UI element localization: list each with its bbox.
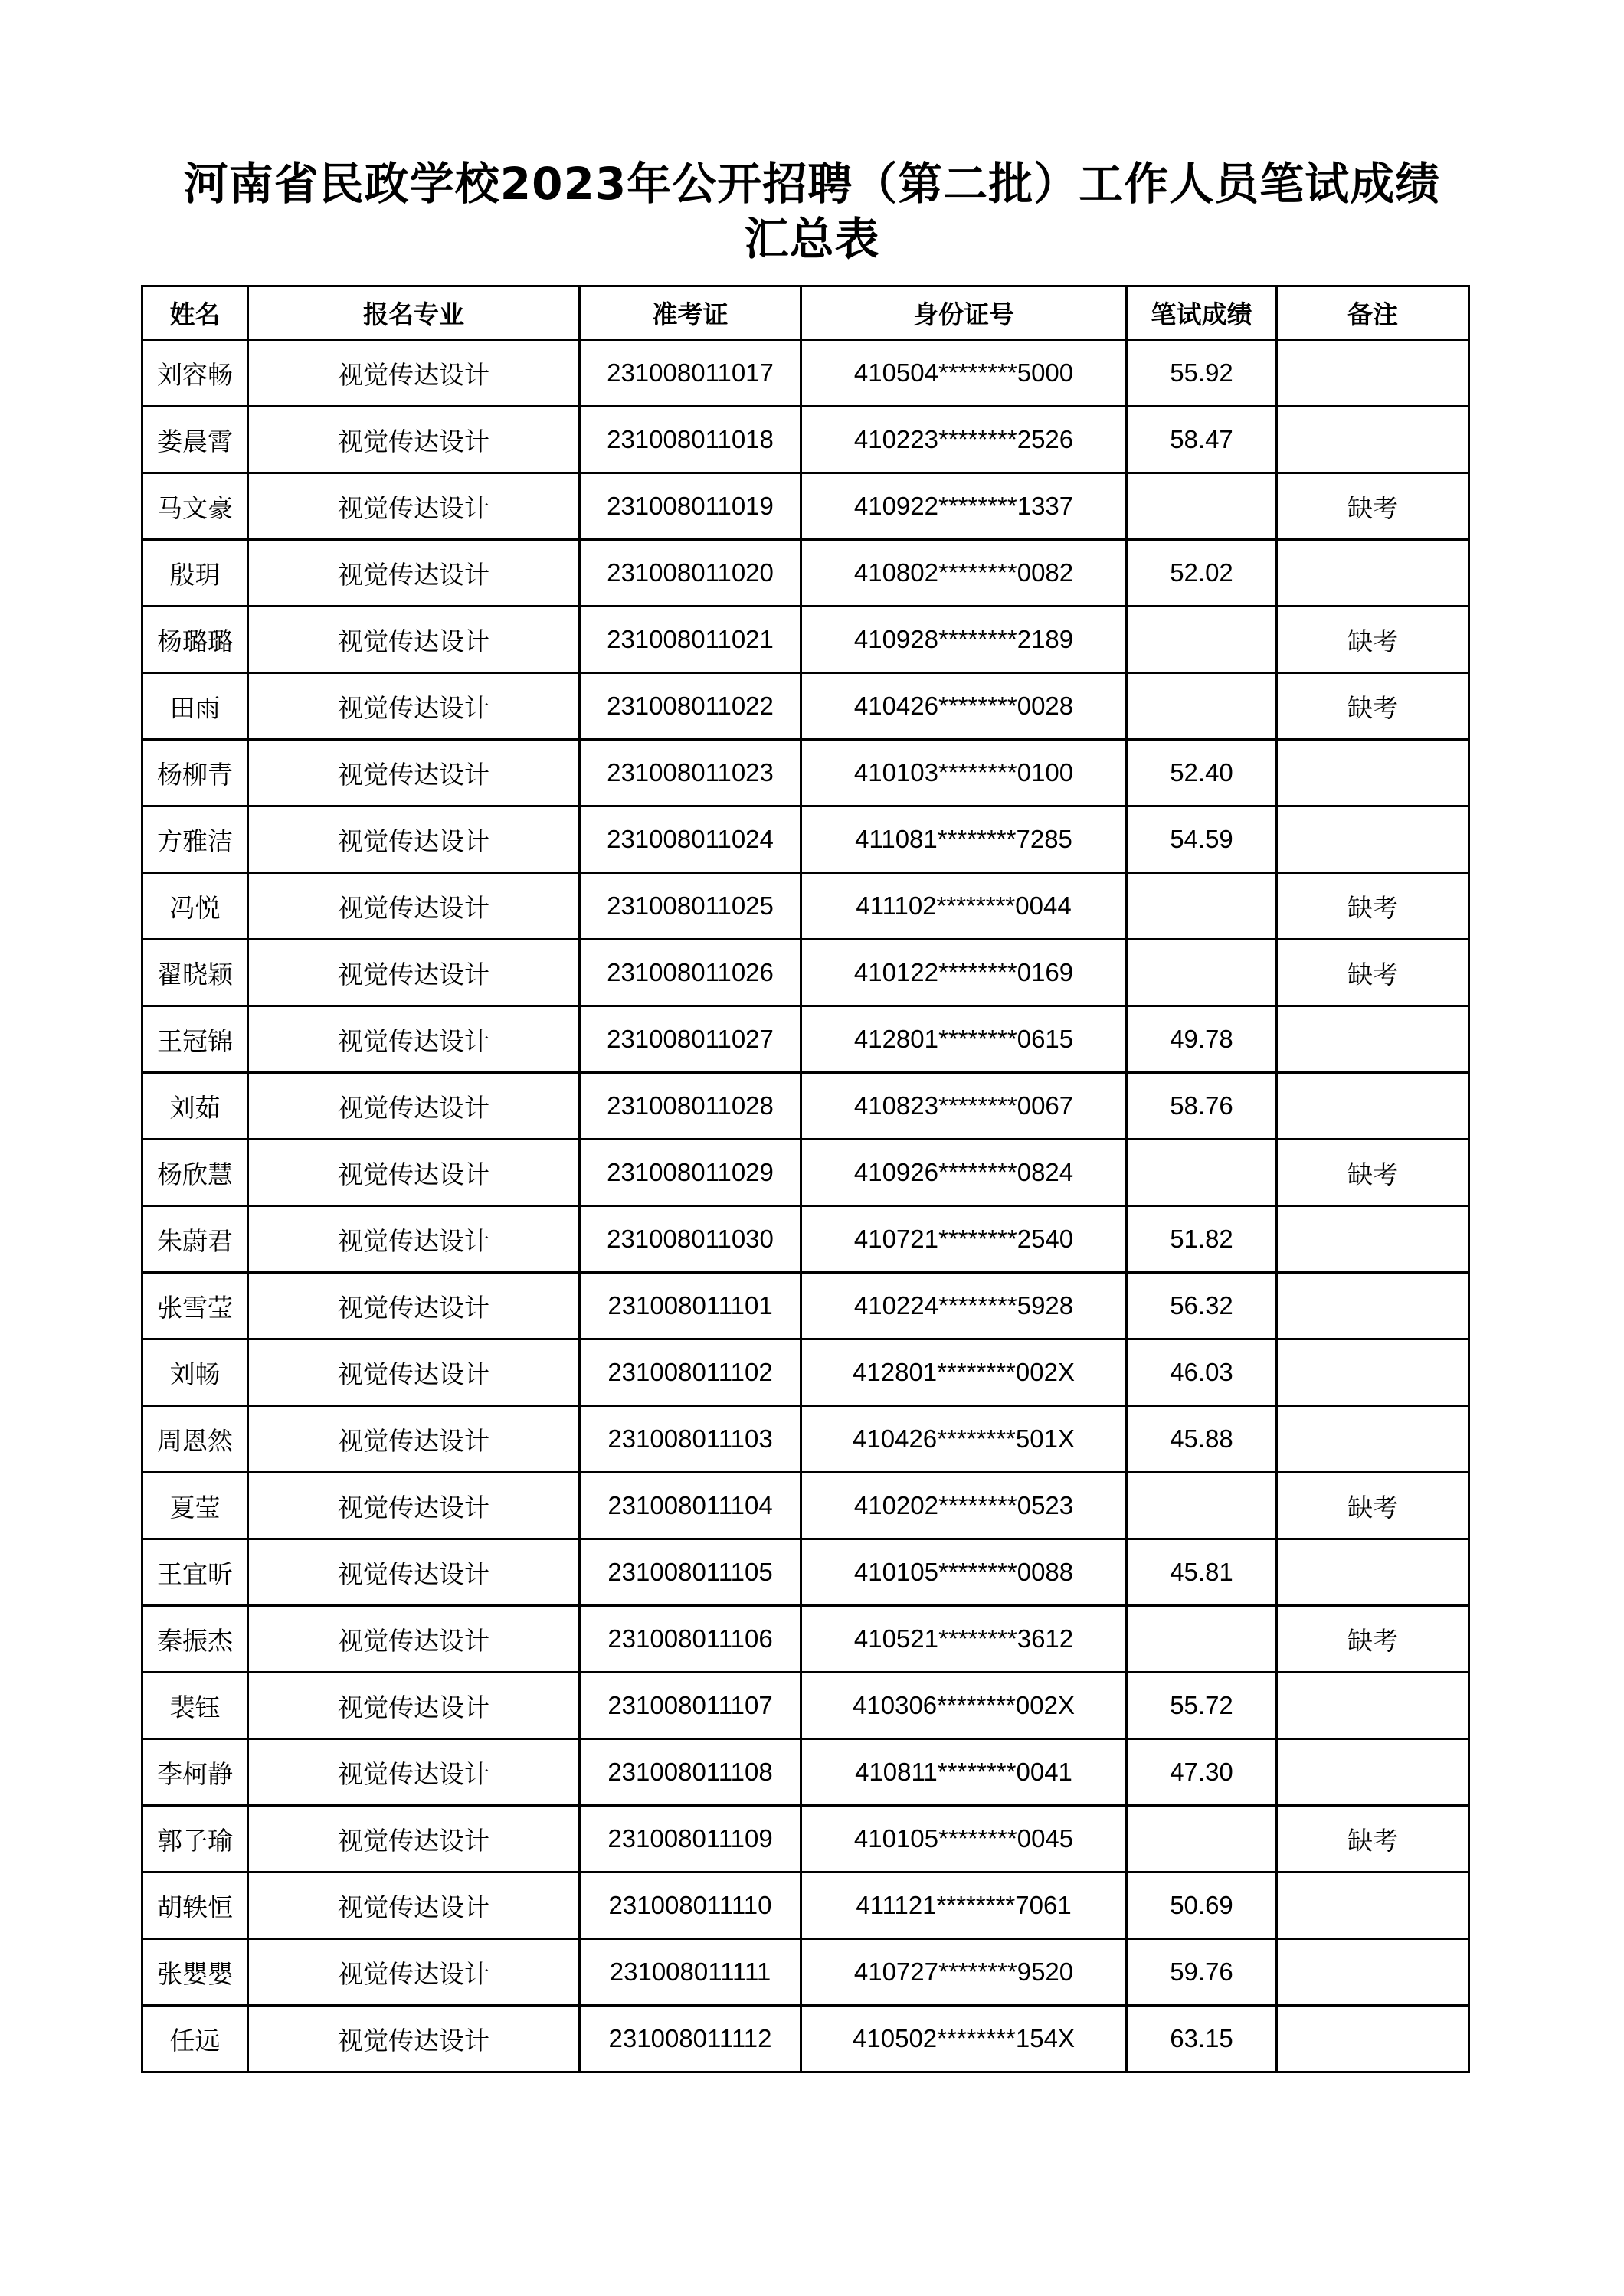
score-cell: 45.81 [1127,1539,1277,1606]
exam-number-cell: 231008011103 [580,1406,801,1473]
table-row [142,1806,1469,1872]
name-cell: 刘容畅 [142,340,248,407]
name-cell: 娄晨霄 [142,407,248,473]
document-title-line-1: 河南省民政学校2023年公开招聘（第二批）工作人员笔试成绩 [183,158,1441,210]
table-row [142,1273,1469,1339]
id-number-cell: 410521********3612 [801,1606,1127,1673]
table-row [142,1473,1469,1539]
exam-number-cell: 231008011030 [580,1206,801,1273]
id-number-cell: 410306********002X [801,1673,1127,1739]
name-cell: 张雪莹 [142,1273,248,1339]
id-number-cell: 410122********0169 [801,940,1127,1006]
major-cell: 视觉传达设计 [248,1206,580,1273]
remarks-cell: 缺考 [1277,1606,1469,1673]
header-row [142,286,1469,340]
header-id-number: 身份证号 [801,286,1127,340]
id-number-cell: 411102********0044 [801,873,1127,940]
header-exam-number: 准考证 [580,286,801,340]
exam-number-cell: 231008011101 [580,1273,801,1339]
name-cell: 张嬰嬰 [142,1939,248,2006]
exam-number-cell: 231008011026 [580,940,801,1006]
name-cell: 裴钰 [142,1673,248,1739]
table-row [142,673,1469,740]
major-cell: 视觉传达设计 [248,1806,580,1872]
remarks-cell [1277,806,1469,873]
table-row [142,2006,1469,2072]
id-number-cell: 410928********2189 [801,607,1127,673]
score-cell: 46.03 [1127,1339,1277,1406]
name-cell: 任远 [142,2006,248,2072]
name-cell: 朱蔚君 [142,1206,248,1273]
table-row [142,806,1469,873]
id-number-cell: 410202********0523 [801,1473,1127,1539]
remarks-cell: 缺考 [1277,607,1469,673]
exam-number-cell: 231008011018 [580,407,801,473]
remarks-cell: 缺考 [1277,1473,1469,1539]
remarks-cell: 缺考 [1277,1140,1469,1206]
exam-number-cell: 231008011020 [580,540,801,607]
id-number-cell: 410802********0082 [801,540,1127,607]
name-cell: 田雨 [142,673,248,740]
exam-number-cell: 231008011027 [580,1006,801,1073]
score-cell [1127,1606,1277,1673]
id-number-cell: 410823********0067 [801,1073,1127,1140]
table-row [142,1140,1469,1206]
score-cell [1127,1140,1277,1206]
table-row [142,1073,1469,1140]
score-cell [1127,1806,1277,1872]
table-row [142,873,1469,940]
exam-number-cell: 231008011111 [580,1939,801,2006]
remarks-cell [1277,1739,1469,1806]
name-cell: 王宜昕 [142,1539,248,1606]
major-cell: 视觉传达设计 [248,873,580,940]
remarks-cell: 缺考 [1277,873,1469,940]
name-cell: 郭子瑜 [142,1806,248,1872]
major-cell: 视觉传达设计 [248,1073,580,1140]
exam-number-cell: 231008011109 [580,1806,801,1872]
table-row [142,540,1469,607]
remarks-cell [1277,340,1469,407]
id-number-cell: 410727********9520 [801,1939,1127,2006]
exam-number-cell: 231008011029 [580,1140,801,1206]
major-cell: 视觉传达设计 [248,1473,580,1539]
id-number-cell: 411081********7285 [801,806,1127,873]
name-cell: 刘茹 [142,1073,248,1140]
table-row [142,940,1469,1006]
major-cell: 视觉传达设计 [248,1739,580,1806]
exam-number-cell: 231008011107 [580,1673,801,1739]
table-row [142,1673,1469,1739]
name-cell: 周恩然 [142,1406,248,1473]
major-cell: 视觉传达设计 [248,1606,580,1673]
header-remarks: 备注 [1277,286,1469,340]
remarks-cell [1277,1872,1469,1939]
remarks-cell: 缺考 [1277,1806,1469,1872]
name-cell: 翟晓颖 [142,940,248,1006]
id-number-cell: 410926********0824 [801,1140,1127,1206]
major-cell: 视觉传达设计 [248,473,580,540]
table-row [142,1606,1469,1673]
name-cell: 马文豪 [142,473,248,540]
major-cell: 视觉传达设计 [248,1339,580,1406]
name-cell: 杨璐璐 [142,607,248,673]
name-cell: 刘畅 [142,1339,248,1406]
remarks-cell [1277,1939,1469,2006]
score-cell [1127,1473,1277,1539]
table-row [142,1539,1469,1606]
id-number-cell: 412801********0615 [801,1006,1127,1073]
score-cell: 54.59 [1127,806,1277,873]
id-number-cell: 410103********0100 [801,740,1127,806]
table-row [142,473,1469,540]
remarks-cell [1277,1073,1469,1140]
id-number-cell: 410224********5928 [801,1273,1127,1339]
score-cell: 56.32 [1127,1273,1277,1339]
name-cell: 李柯静 [142,1739,248,1806]
major-cell: 视觉传达设计 [248,1673,580,1739]
remarks-cell: 缺考 [1277,940,1469,1006]
header-score: 笔试成绩 [1127,286,1277,340]
table-row [142,1939,1469,2006]
table-row [142,1339,1469,1406]
score-cell: 47.30 [1127,1739,1277,1806]
exam-number-cell: 231008011104 [580,1473,801,1539]
exam-number-cell: 231008011025 [580,873,801,940]
score-cell: 49.78 [1127,1006,1277,1073]
exam-number-cell: 231008011021 [580,607,801,673]
score-cell: 58.76 [1127,1073,1277,1140]
score-cell: 52.02 [1127,540,1277,607]
major-cell: 视觉传达设计 [248,1006,580,1073]
remarks-cell [1277,2006,1469,2072]
id-number-cell: 411121********7061 [801,1872,1127,1939]
major-cell: 视觉传达设计 [248,607,580,673]
table-row [142,1739,1469,1806]
table-row [142,407,1469,473]
major-cell: 视觉传达设计 [248,740,580,806]
id-number-cell: 412801********002X [801,1339,1127,1406]
name-cell: 夏莹 [142,1473,248,1539]
score-cell: 45.88 [1127,1406,1277,1473]
exam-number-cell: 231008011108 [580,1739,801,1806]
id-number-cell: 410504********5000 [801,340,1127,407]
remarks-cell [1277,1206,1469,1273]
remarks-cell [1277,1406,1469,1473]
document-title-line-2: 汇总表 [744,213,880,265]
exam-number-cell: 231008011105 [580,1539,801,1606]
remarks-cell [1277,1273,1469,1339]
score-cell [1127,873,1277,940]
major-cell: 视觉传达设计 [248,407,580,473]
score-cell [1127,607,1277,673]
exam-number-cell: 231008011106 [580,1606,801,1673]
remarks-cell: 缺考 [1277,673,1469,740]
major-cell: 视觉传达设计 [248,1406,580,1473]
major-cell: 视觉传达设计 [248,540,580,607]
remarks-cell [1277,1339,1469,1406]
name-cell: 冯悦 [142,873,248,940]
exam-number-cell: 231008011022 [580,673,801,740]
score-cell: 52.40 [1127,740,1277,806]
remarks-cell [1277,540,1469,607]
major-cell: 视觉传达设计 [248,1872,580,1939]
name-cell: 杨欣慧 [142,1140,248,1206]
score-cell: 63.15 [1127,2006,1277,2072]
major-cell: 视觉传达设计 [248,1140,580,1206]
score-cell: 59.76 [1127,1939,1277,2006]
exam-number-cell: 231008011110 [580,1872,801,1939]
remarks-cell [1277,1539,1469,1606]
major-cell: 视觉传达设计 [248,940,580,1006]
id-number-cell: 410426********0028 [801,673,1127,740]
score-cell [1127,473,1277,540]
exam-number-cell: 231008011019 [580,473,801,540]
remarks-cell [1277,1673,1469,1739]
major-cell: 视觉传达设计 [248,806,580,873]
id-number-cell: 410223********2526 [801,407,1127,473]
score-cell [1127,673,1277,740]
major-cell: 视觉传达设计 [248,673,580,740]
exam-number-cell: 231008011028 [580,1073,801,1140]
remarks-cell: 缺考 [1277,473,1469,540]
name-cell: 方雅洁 [142,806,248,873]
exam-number-cell: 231008011112 [580,2006,801,2072]
score-cell [1127,940,1277,1006]
major-cell: 视觉传达设计 [248,1539,580,1606]
name-cell: 秦振杰 [142,1606,248,1673]
table-row [142,1406,1469,1473]
name-cell: 杨柳青 [142,740,248,806]
remarks-cell [1277,407,1469,473]
major-cell: 视觉传达设计 [248,340,580,407]
id-number-cell: 410105********0045 [801,1806,1127,1872]
table-row [142,607,1469,673]
remarks-cell [1277,740,1469,806]
name-cell: 胡轶恒 [142,1872,248,1939]
score-cell: 50.69 [1127,1872,1277,1939]
major-cell: 视觉传达设计 [248,1273,580,1339]
score-cell: 51.82 [1127,1206,1277,1273]
major-cell: 视觉传达设计 [248,1939,580,2006]
exam-number-cell: 231008011024 [580,806,801,873]
table-row [142,1206,1469,1273]
major-cell: 视觉传达设计 [248,2006,580,2072]
score-cell: 55.92 [1127,340,1277,407]
id-number-cell: 410811********0041 [801,1739,1127,1806]
table-row [142,340,1469,407]
name-cell: 殷玥 [142,540,248,607]
header-major: 报名专业 [248,286,580,340]
id-number-cell: 410502********154X [801,2006,1127,2072]
header-name: 姓名 [142,286,248,340]
table-row [142,1006,1469,1073]
score-cell: 58.47 [1127,407,1277,473]
exam-number-cell: 231008011102 [580,1339,801,1406]
table-row [142,740,1469,806]
score-table [141,285,1470,2073]
score-cell: 55.72 [1127,1673,1277,1739]
id-number-cell: 410105********0088 [801,1539,1127,1606]
id-number-cell: 410922********1337 [801,473,1127,540]
exam-number-cell: 231008011017 [580,340,801,407]
remarks-cell [1277,1006,1469,1073]
exam-number-cell: 231008011023 [580,740,801,806]
id-number-cell: 410721********2540 [801,1206,1127,1273]
name-cell: 王冠锦 [142,1006,248,1073]
id-number-cell: 410426********501X [801,1406,1127,1473]
table-row [142,1872,1469,1939]
